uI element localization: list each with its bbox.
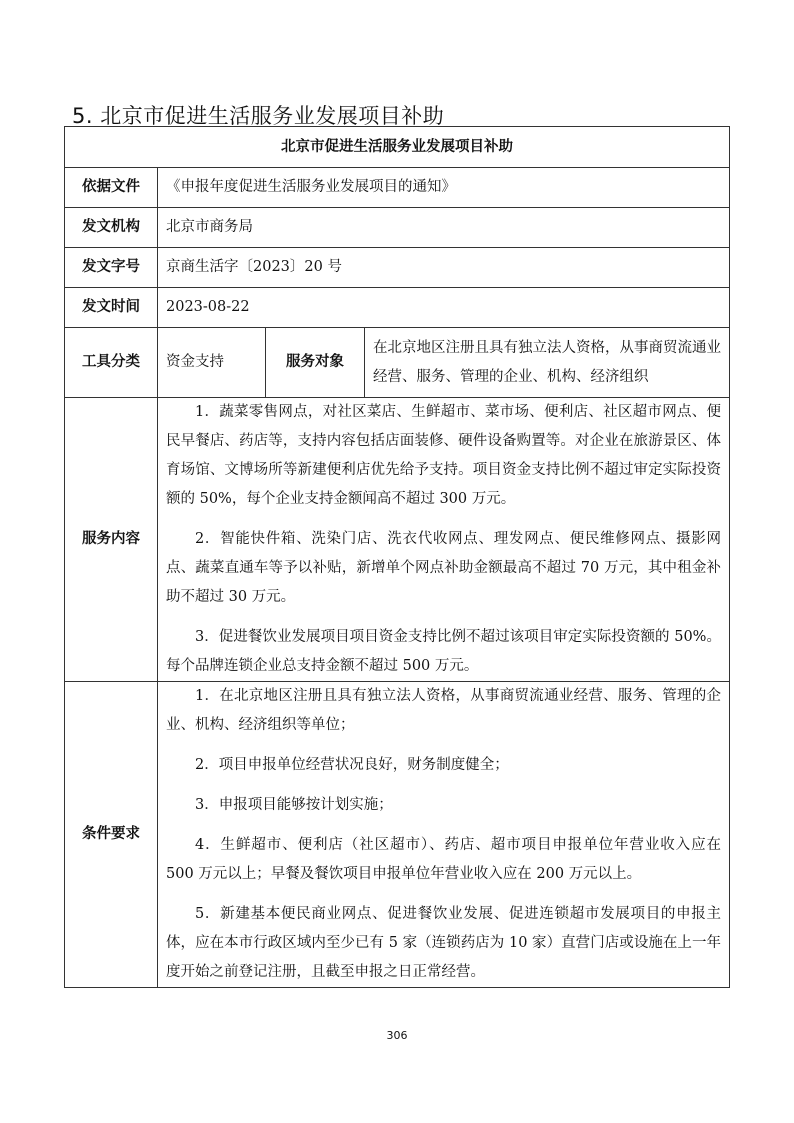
requirements-label: 条件要求 (65, 682, 158, 988)
table-row-date (65, 288, 730, 328)
table-row-issuer (65, 208, 730, 248)
date-value: 2023-08-22 (158, 288, 730, 328)
table-row-content (65, 398, 730, 682)
date-label: 发文时间 (65, 288, 158, 328)
issuer-value: 北京市商务局 (158, 208, 730, 248)
content-label: 服务内容 (65, 398, 158, 682)
content-body (158, 398, 730, 682)
table-title: 北京市促进生活服务业发展项目补助 (65, 127, 730, 168)
requirement-paragraph: 5．新建基本便民商业网点、促进餐饮业发展、促进连锁超市发展项目的申报主体，应在本市行政区域内至少已有 5 家（连锁药店为 10 家）直营门店或设施在上一年度开始之前登记注册，且截至申报之日正常经营。 (166, 906, 721, 980)
requirements-body (158, 682, 730, 988)
basis-value: 《申报年度促进生活服务业发展项目的通知》 (158, 168, 730, 208)
table-row-requirements (65, 682, 730, 988)
table-row-basis (65, 168, 730, 208)
table-row-doc-number (65, 248, 730, 288)
tool-label: 工具分类 (65, 328, 158, 398)
doc-number-value: 京商生活字〔2023〕20 号 (158, 248, 730, 288)
page-number: 306 (386, 1029, 408, 1042)
requirement-paragraph: 4．生鲜超市、便利店（社区超市）、药店、超市项目申报单位年营业收入应在 500 万元以上；早餐及餐饮项目申报单位年营业收入应在 200 万元以上。 (166, 837, 721, 882)
issuer-label: 发文机构 (65, 208, 158, 248)
target-value: 在北京地区注册且具有独立法人资格，从事商贸流通业经营、服务、管理的企业、机构、经济组织 (365, 328, 730, 398)
content-paragraph: 3．促进餐饮业发展项目项目资金支持比例不超过该项目审定实际投资额的 50%。每个品牌连锁企业总支持金额不超过 500 万元。 (166, 629, 721, 674)
section-heading: 5. 北京市促进生活服务业发展项目补助 (72, 104, 445, 128)
target-label: 服务对象 (266, 328, 365, 398)
content-paragraph: 2．智能快件箱、洗染门店、洗衣代收网点、理发网点、便民维修网点、摄影网点、蔬菜直通车等予以补贴，新增单个网点补助金额最高不超过 70 万元，其中租金补助不超过 30 万元。 (166, 531, 721, 605)
content-paragraph: 1．蔬菜零售网点，对社区菜店、生鲜超市、菜市场、便利店、社区超市网点、便民早餐店、药店等，支持内容包括店面装修、硬件设备购置等。对企业在旅游景区、体育场馆、文博场所等新建便利店优先给予支持。项目资金支持比例不超过审定实际投资额的 50%，每个企业支持金额闻高不超过 300 万元。 (166, 404, 721, 507)
requirement-paragraph: 1．在北京地区注册且具有独立法人资格，从事商贸流通业经营、服务、管理的企业、机构、经济组织等单位； (166, 688, 721, 733)
requirement-paragraph: 3．申报项目能够按计划实施； (195, 797, 393, 813)
doc-number-label: 发文字号 (65, 248, 158, 288)
table-row-tool (65, 328, 730, 398)
tool-value: 资金支持 (158, 328, 266, 398)
subsidy-table (64, 126, 730, 988)
basis-label: 依据文件 (65, 168, 158, 208)
requirement-paragraph: 2．项目申报单位经营状况良好，财务制度健全； (195, 757, 509, 773)
